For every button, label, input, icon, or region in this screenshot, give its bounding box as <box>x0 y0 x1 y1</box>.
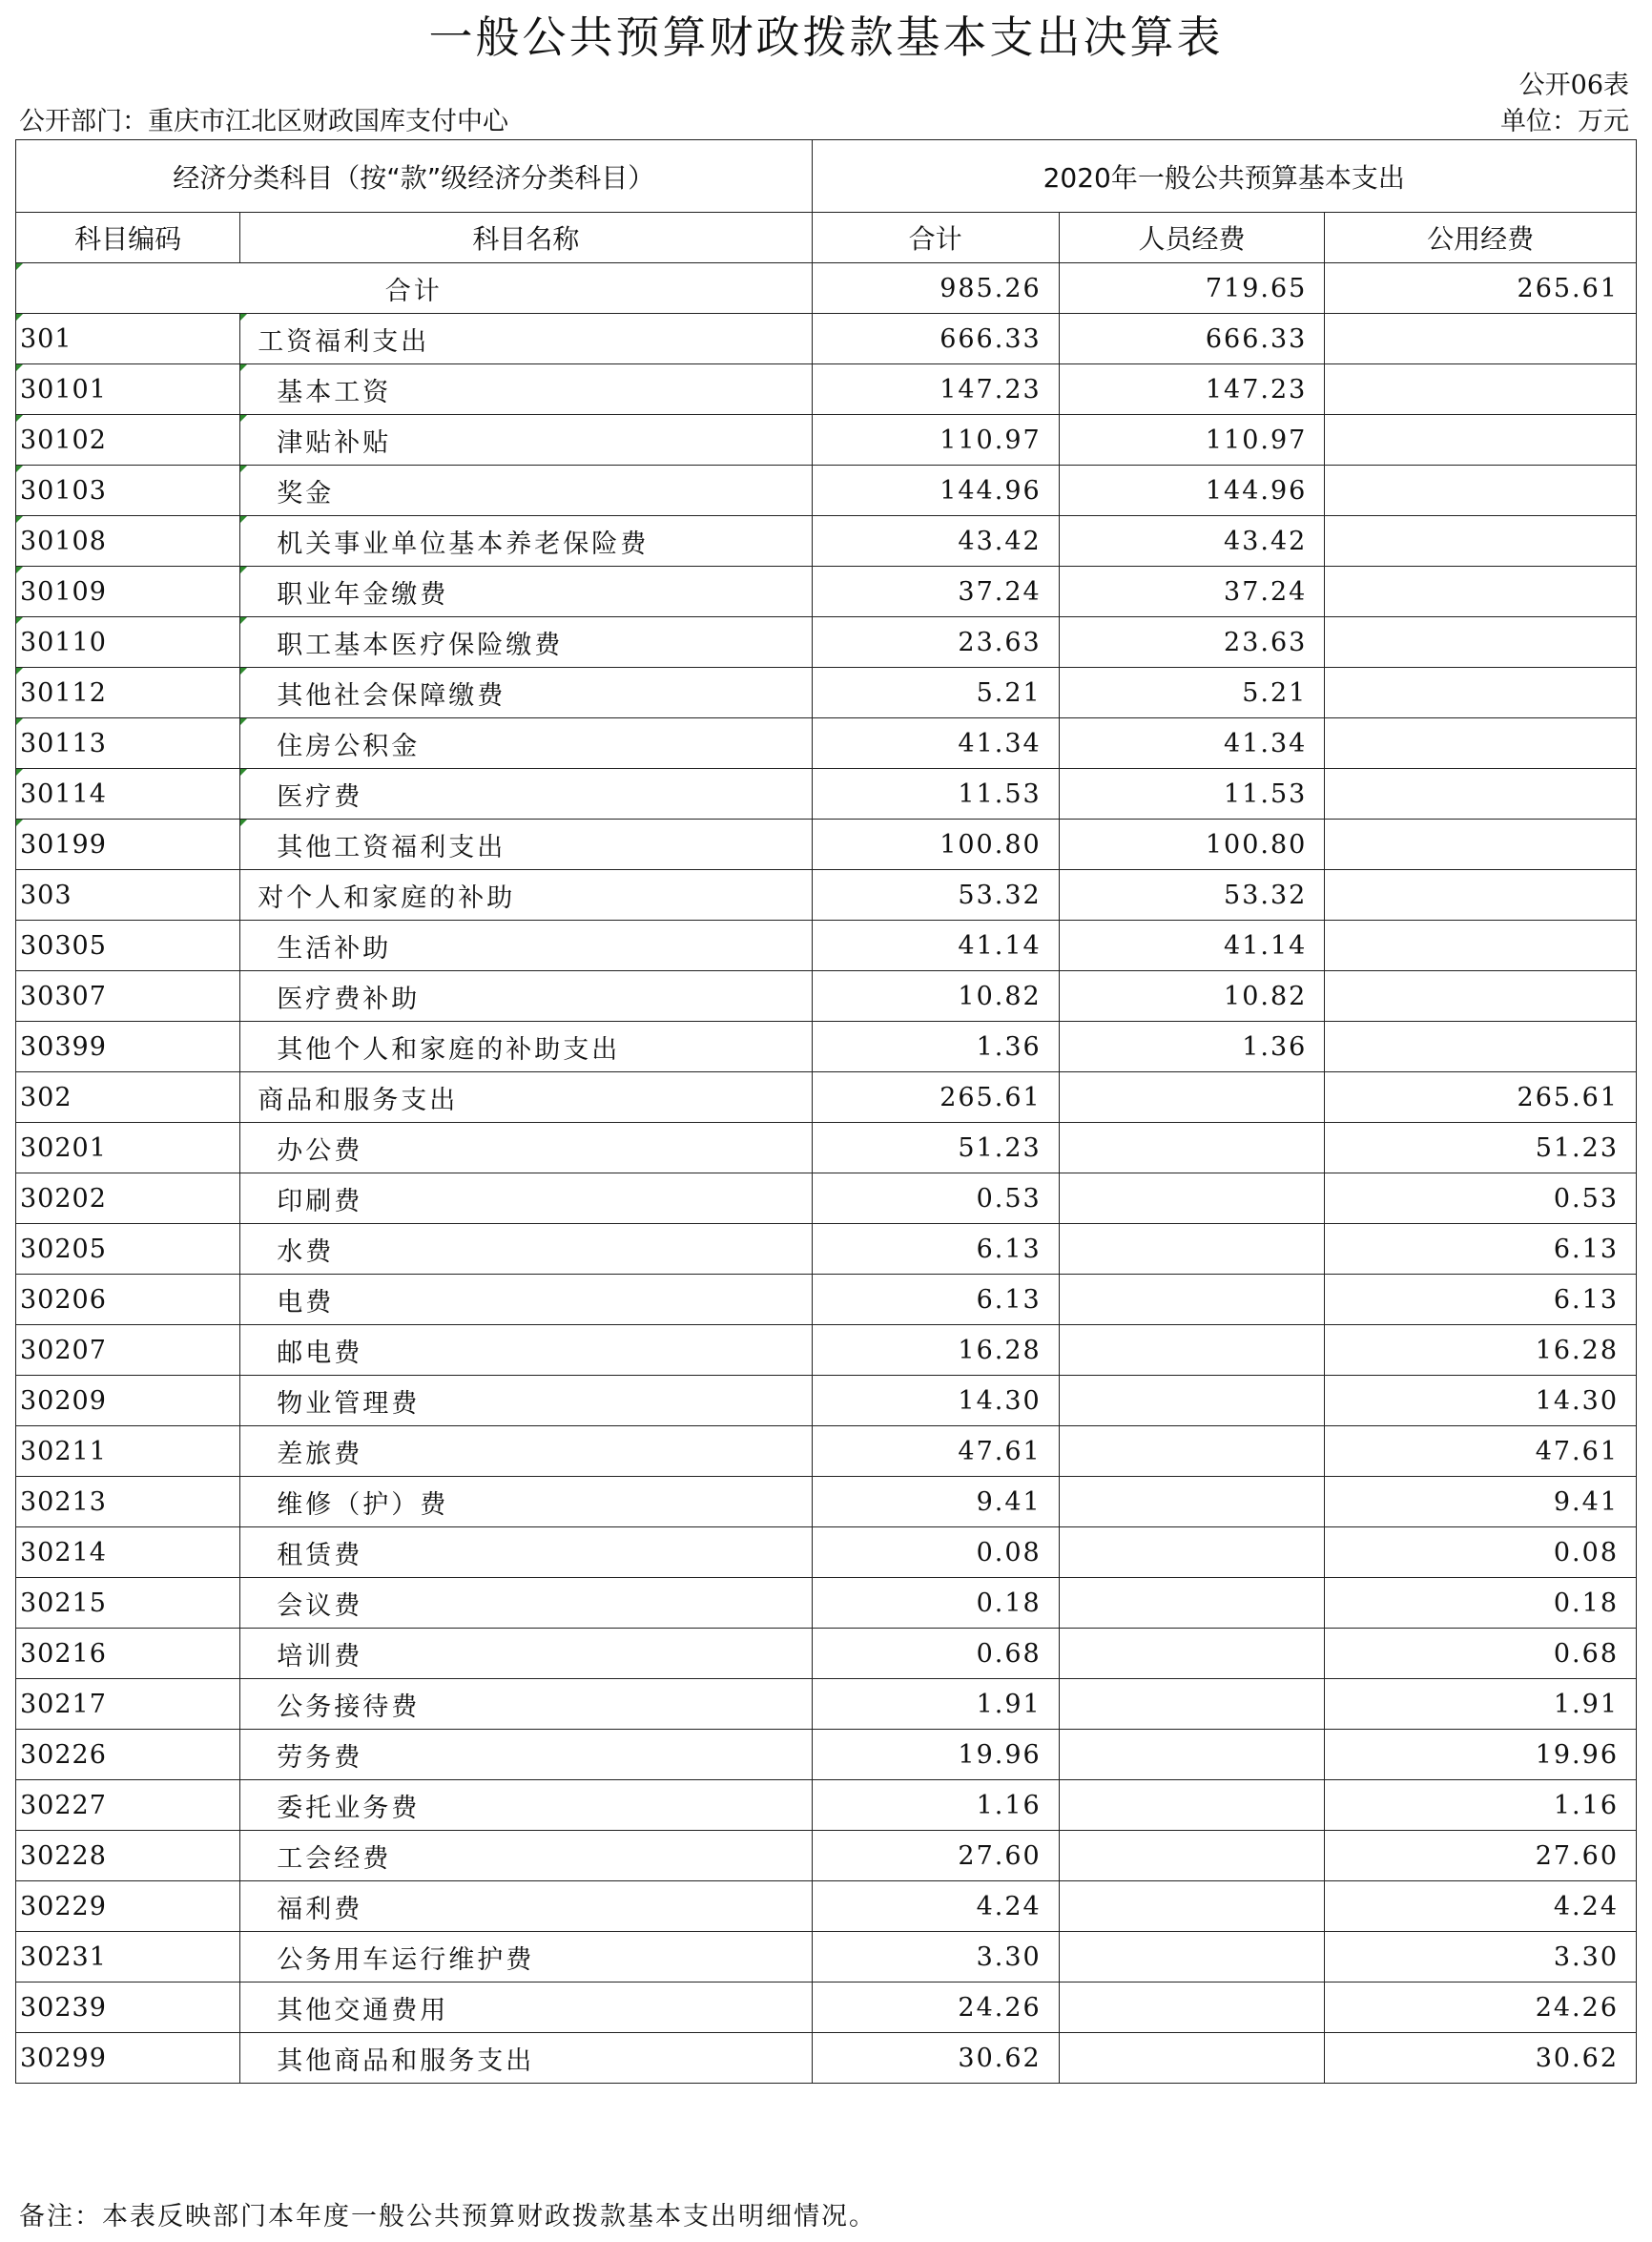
page-title: 一般公共预算财政拨款基本支出决算表 <box>428 11 1224 63</box>
total-cell: 23.63 <box>812 617 1059 668</box>
subject-name-cell: 机关事业单位基本养老保险费 <box>240 516 812 567</box>
personnel-cell <box>1059 1679 1325 1730</box>
public-cell: 27.60 <box>1325 1831 1637 1881</box>
total-cell: 27.60 <box>812 1831 1059 1881</box>
subject-code-cell: 30214 <box>16 1527 240 1578</box>
table-row <box>16 1780 1637 1831</box>
subject-name-cell: 工资福利支出 <box>240 314 812 364</box>
total-cell: 110.97 <box>812 415 1059 466</box>
header-public-expense: 公用经费 <box>1325 213 1637 263</box>
subject-name-cell: 公务用车运行维护费 <box>240 1932 812 1983</box>
public-cell: 6.13 <box>1325 1224 1637 1275</box>
unit-label: 单位：万元 <box>1500 107 1629 136</box>
subject-code-cell: 302 <box>16 1072 240 1123</box>
public-cell <box>1325 820 1637 870</box>
header-economic-classification: 经济分类科目（按“款”级经济分类科目） <box>16 140 813 213</box>
subject-code-cell: 303 <box>16 870 240 921</box>
subject-name-cell: 办公费 <box>240 1123 812 1173</box>
public-cell: 0.53 <box>1325 1173 1637 1224</box>
table-row <box>16 516 1637 567</box>
table-row <box>16 1325 1637 1376</box>
public-cell: 0.18 <box>1325 1578 1637 1629</box>
personnel-cell <box>1059 1527 1325 1578</box>
personnel-cell: 41.34 <box>1059 718 1325 769</box>
total-label: 合计 <box>16 263 813 314</box>
public-cell <box>1325 567 1637 617</box>
total-cell: 53.32 <box>812 870 1059 921</box>
public-cell <box>1325 718 1637 769</box>
subject-code-cell: 30228 <box>16 1831 240 1881</box>
subject-name-cell: 其他交通费用 <box>240 1983 812 2033</box>
personnel-cell <box>1059 1123 1325 1173</box>
subject-name-cell: 维修（护）费 <box>240 1477 812 1527</box>
total-cell: 1.16 <box>812 1780 1059 1831</box>
subject-code-cell: 30103 <box>16 466 240 516</box>
public-cell: 4.24 <box>1325 1881 1637 1932</box>
total-cell: 100.80 <box>812 820 1059 870</box>
subject-code-cell: 30206 <box>16 1275 240 1325</box>
header-group-row <box>16 140 1637 213</box>
total-cell: 47.61 <box>812 1426 1059 1477</box>
form-number: 公开06表 <box>1518 71 1629 100</box>
total-cell: 41.14 <box>812 921 1059 971</box>
personnel-cell <box>1059 1325 1325 1376</box>
table-row <box>16 971 1637 1022</box>
personnel-cell <box>1059 1578 1325 1629</box>
public-cell: 9.41 <box>1325 1477 1637 1527</box>
subject-code-cell: 30110 <box>16 617 240 668</box>
table-row <box>16 668 1637 718</box>
subject-code-cell: 30211 <box>16 1426 240 1477</box>
subject-code-cell: 30229 <box>16 1881 240 1932</box>
personnel-cell: 144.96 <box>1059 466 1325 516</box>
total-cell: 666.33 <box>812 314 1059 364</box>
subject-name-cell: 水费 <box>240 1224 812 1275</box>
total-cell: 9.41 <box>812 1477 1059 1527</box>
table-row <box>16 2033 1637 2084</box>
public-cell <box>1325 668 1637 718</box>
public-cell <box>1325 921 1637 971</box>
public-cell <box>1325 1022 1637 1072</box>
table-row <box>16 314 1637 364</box>
table-row <box>16 1376 1637 1426</box>
table-row <box>16 1730 1637 1780</box>
public-cell: 19.96 <box>1325 1730 1637 1780</box>
footnote: 备注：本表反映部门本年度一般公共预算财政拨款基本支出明细情况。 <box>19 2202 877 2232</box>
total-personnel: 719.65 <box>1059 263 1325 314</box>
subject-code-cell: 301 <box>16 314 240 364</box>
table-row <box>16 769 1637 820</box>
expenditure-table <box>15 139 1637 2084</box>
total-cell: 6.13 <box>812 1275 1059 1325</box>
public-cell <box>1325 870 1637 921</box>
total-cell: 144.96 <box>812 466 1059 516</box>
subject-name-cell: 工会经费 <box>240 1831 812 1881</box>
header-subject-code: 科目编码 <box>16 213 240 263</box>
subject-code-cell: 30217 <box>16 1679 240 1730</box>
personnel-cell <box>1059 1426 1325 1477</box>
subject-code-cell: 30112 <box>16 668 240 718</box>
public-cell <box>1325 769 1637 820</box>
subject-code-cell: 30299 <box>16 2033 240 2084</box>
subject-name-cell: 生活补助 <box>240 921 812 971</box>
table-row <box>16 820 1637 870</box>
total-cell: 19.96 <box>812 1730 1059 1780</box>
personnel-cell <box>1059 1780 1325 1831</box>
public-cell: 1.91 <box>1325 1679 1637 1730</box>
personnel-cell <box>1059 1072 1325 1123</box>
subject-code-cell: 30231 <box>16 1932 240 1983</box>
table-row <box>16 870 1637 921</box>
personnel-cell <box>1059 1275 1325 1325</box>
total-cell: 11.53 <box>812 769 1059 820</box>
public-cell <box>1325 415 1637 466</box>
subject-code-cell: 30201 <box>16 1123 240 1173</box>
subject-name-cell: 基本工资 <box>240 364 812 415</box>
header-total: 合计 <box>812 213 1059 263</box>
subject-code-cell: 30113 <box>16 718 240 769</box>
personnel-cell <box>1059 1983 1325 2033</box>
public-cell <box>1325 971 1637 1022</box>
total-cell: 3.30 <box>812 1932 1059 1983</box>
table-row <box>16 1629 1637 1679</box>
header-subject-name: 科目名称 <box>240 213 812 263</box>
table-row <box>16 1932 1637 1983</box>
public-cell <box>1325 466 1637 516</box>
personnel-cell: 53.32 <box>1059 870 1325 921</box>
subject-name-cell: 其他商品和服务支出 <box>240 2033 812 2084</box>
subject-code-cell: 30307 <box>16 971 240 1022</box>
table-row <box>16 1679 1637 1730</box>
table-row <box>16 1224 1637 1275</box>
subject-code-cell: 30227 <box>16 1780 240 1831</box>
total-cell: 37.24 <box>812 567 1059 617</box>
table-row <box>16 1275 1637 1325</box>
subject-code-cell: 30215 <box>16 1578 240 1629</box>
subject-name-cell: 奖金 <box>240 466 812 516</box>
table-row <box>16 1072 1637 1123</box>
total-cell: 1.36 <box>812 1022 1059 1072</box>
table-row <box>16 617 1637 668</box>
subject-name-cell: 对个人和家庭的补助 <box>240 870 812 921</box>
total-cell: 4.24 <box>812 1881 1059 1932</box>
table-row <box>16 1123 1637 1173</box>
total-cell: 5.21 <box>812 668 1059 718</box>
public-cell: 265.61 <box>1325 1072 1637 1123</box>
subject-code-cell: 30213 <box>16 1477 240 1527</box>
table-row <box>16 921 1637 971</box>
personnel-cell: 41.14 <box>1059 921 1325 971</box>
subject-name-cell: 培训费 <box>240 1629 812 1679</box>
subject-name-cell: 物业管理费 <box>240 1376 812 1426</box>
subject-name-cell: 租赁费 <box>240 1527 812 1578</box>
subject-code-cell: 30209 <box>16 1376 240 1426</box>
subject-code-cell: 30216 <box>16 1629 240 1679</box>
total-cell: 6.13 <box>812 1224 1059 1275</box>
total-cell: 16.28 <box>812 1325 1059 1376</box>
total-cell: 41.34 <box>812 718 1059 769</box>
total-cell: 10.82 <box>812 971 1059 1022</box>
personnel-cell: 666.33 <box>1059 314 1325 364</box>
subject-name-cell: 邮电费 <box>240 1325 812 1376</box>
total-public: 265.61 <box>1325 263 1637 314</box>
public-cell: 0.68 <box>1325 1629 1637 1679</box>
public-cell: 16.28 <box>1325 1325 1637 1376</box>
subject-name-cell: 职工基本医疗保险缴费 <box>240 617 812 668</box>
total-cell: 0.08 <box>812 1527 1059 1578</box>
personnel-cell <box>1059 1376 1325 1426</box>
total-cell: 0.18 <box>812 1578 1059 1629</box>
personnel-cell <box>1059 1932 1325 1983</box>
personnel-cell: 23.63 <box>1059 617 1325 668</box>
header-personnel-expense: 人员经费 <box>1059 213 1325 263</box>
table-row <box>16 1881 1637 1932</box>
table-row <box>16 415 1637 466</box>
personnel-cell <box>1059 1477 1325 1527</box>
total-cell: 147.23 <box>812 364 1059 415</box>
subject-name-cell: 劳务费 <box>240 1730 812 1780</box>
subject-code-cell: 30202 <box>16 1173 240 1224</box>
subject-code-cell: 30109 <box>16 567 240 617</box>
public-cell: 0.08 <box>1325 1527 1637 1578</box>
table-row <box>16 1831 1637 1881</box>
table-row <box>16 718 1637 769</box>
subject-name-cell: 福利费 <box>240 1881 812 1932</box>
department-label: 公开部门：重庆市江北区财政国库支付中心 <box>19 107 508 136</box>
header-basic-expenditure-2020: 2020年一般公共预算基本支出 <box>812 140 1637 213</box>
total-cell: 30.62 <box>812 2033 1059 2084</box>
table-row <box>16 1578 1637 1629</box>
table-row <box>16 1527 1637 1578</box>
personnel-cell <box>1059 1629 1325 1679</box>
personnel-cell <box>1059 2033 1325 2084</box>
public-cell <box>1325 516 1637 567</box>
personnel-cell <box>1059 1831 1325 1881</box>
subject-code-cell: 30226 <box>16 1730 240 1780</box>
personnel-cell: 100.80 <box>1059 820 1325 870</box>
public-cell: 47.61 <box>1325 1426 1637 1477</box>
table-row <box>16 1426 1637 1477</box>
subject-code-cell: 30199 <box>16 820 240 870</box>
public-cell: 14.30 <box>1325 1376 1637 1426</box>
table-row <box>16 364 1637 415</box>
table-row <box>16 1022 1637 1072</box>
total-amount: 985.26 <box>812 263 1059 314</box>
personnel-cell: 5.21 <box>1059 668 1325 718</box>
table-row <box>16 1983 1637 2033</box>
subject-code-cell: 30102 <box>16 415 240 466</box>
subject-code-cell: 30399 <box>16 1022 240 1072</box>
subject-name-cell: 公务接待费 <box>240 1679 812 1730</box>
public-cell <box>1325 364 1637 415</box>
public-cell: 30.62 <box>1325 2033 1637 2084</box>
subject-code-cell: 30305 <box>16 921 240 971</box>
total-cell: 265.61 <box>812 1072 1059 1123</box>
table-row <box>16 1477 1637 1527</box>
subject-name-cell: 住房公积金 <box>240 718 812 769</box>
table-row <box>16 466 1637 516</box>
public-cell <box>1325 617 1637 668</box>
header-column-row <box>16 213 1637 263</box>
public-cell: 51.23 <box>1325 1123 1637 1173</box>
total-cell: 24.26 <box>812 1983 1059 2033</box>
subject-name-cell: 医疗费补助 <box>240 971 812 1022</box>
subject-name-cell: 其他工资福利支出 <box>240 820 812 870</box>
public-cell: 3.30 <box>1325 1932 1637 1983</box>
total-cell: 43.42 <box>812 516 1059 567</box>
subject-name-cell: 医疗费 <box>240 769 812 820</box>
subject-name-cell: 会议费 <box>240 1578 812 1629</box>
subject-code-cell: 30101 <box>16 364 240 415</box>
subject-name-cell: 其他个人和家庭的补助支出 <box>240 1022 812 1072</box>
total-row <box>16 263 1637 314</box>
public-cell: 24.26 <box>1325 1983 1637 2033</box>
subject-code-cell: 30108 <box>16 516 240 567</box>
personnel-cell: 1.36 <box>1059 1022 1325 1072</box>
public-cell: 1.16 <box>1325 1780 1637 1831</box>
personnel-cell: 10.82 <box>1059 971 1325 1022</box>
personnel-cell <box>1059 1224 1325 1275</box>
subject-code-cell: 30205 <box>16 1224 240 1275</box>
public-cell <box>1325 314 1637 364</box>
total-cell: 1.91 <box>812 1679 1059 1730</box>
public-cell: 6.13 <box>1325 1275 1637 1325</box>
subject-name-cell: 委托业务费 <box>240 1780 812 1831</box>
subject-name-cell: 电费 <box>240 1275 812 1325</box>
subject-name-cell: 商品和服务支出 <box>240 1072 812 1123</box>
subject-name-cell: 其他社会保障缴费 <box>240 668 812 718</box>
subject-name-cell: 印刷费 <box>240 1173 812 1224</box>
personnel-cell <box>1059 1730 1325 1780</box>
personnel-cell: 147.23 <box>1059 364 1325 415</box>
total-cell: 0.53 <box>812 1173 1059 1224</box>
subject-name-cell: 职业年金缴费 <box>240 567 812 617</box>
subject-code-cell: 30207 <box>16 1325 240 1376</box>
table-row <box>16 1173 1637 1224</box>
subject-name-cell: 津贴补贴 <box>240 415 812 466</box>
personnel-cell: 43.42 <box>1059 516 1325 567</box>
personnel-cell <box>1059 1881 1325 1932</box>
subject-code-cell: 30239 <box>16 1983 240 2033</box>
personnel-cell: 11.53 <box>1059 769 1325 820</box>
subject-name-cell: 差旅费 <box>240 1426 812 1477</box>
total-cell: 14.30 <box>812 1376 1059 1426</box>
total-cell: 0.68 <box>812 1629 1059 1679</box>
personnel-cell: 110.97 <box>1059 415 1325 466</box>
total-cell: 51.23 <box>812 1123 1059 1173</box>
personnel-cell <box>1059 1173 1325 1224</box>
personnel-cell: 37.24 <box>1059 567 1325 617</box>
subject-code-cell: 30114 <box>16 769 240 820</box>
table-row <box>16 567 1637 617</box>
